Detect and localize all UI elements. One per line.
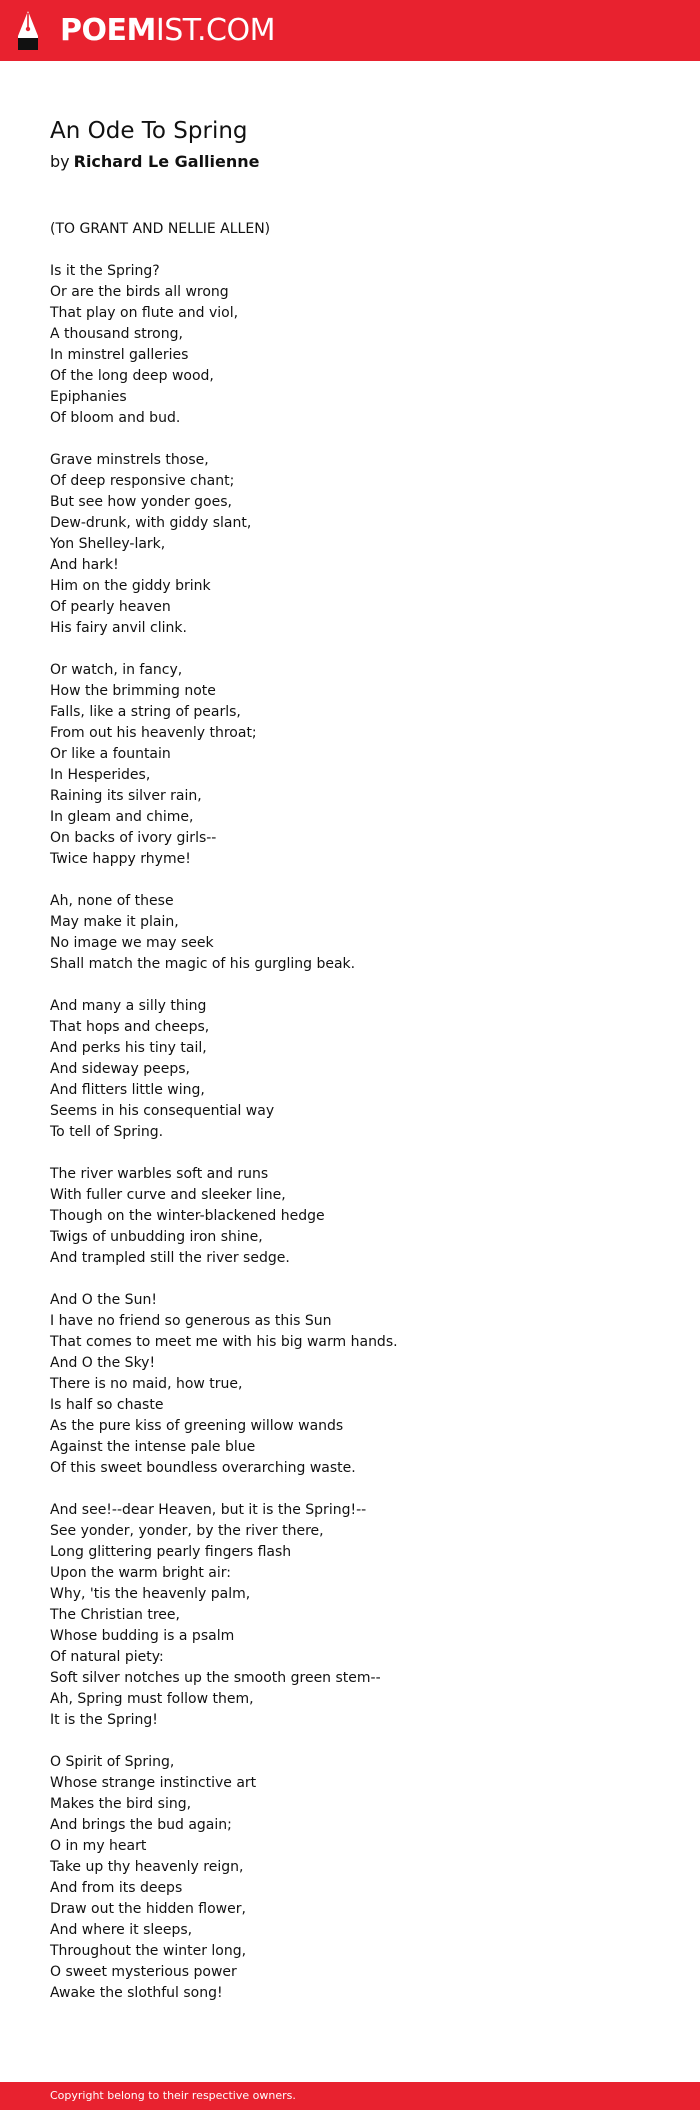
- stanza-break: [50, 1479, 670, 1500]
- poem-line: O Spirit of Spring,: [50, 1754, 175, 1770]
- poem-line: Ah, Spring must follow them,: [50, 1691, 254, 1707]
- poem-line: And perks his tiny tail,: [50, 1040, 207, 1056]
- stanza: [50, 1164, 670, 1269]
- site-logo[interactable]: [14, 8, 275, 53]
- poem-line: That play on flute and viol,: [50, 305, 239, 321]
- stanza-break: [50, 1143, 670, 1164]
- poem-line: Or like a fountain: [50, 746, 171, 762]
- site-logo-text: [60, 12, 275, 48]
- poem-line: Grave minstrels those,: [50, 452, 209, 468]
- poem-heading: [50, 112, 660, 173]
- poem-line: And brings the bud again;: [50, 1817, 232, 1833]
- stanza: [50, 450, 670, 639]
- stanza-break: [50, 429, 670, 450]
- poem-line: On backs of ivory girls--: [50, 830, 217, 846]
- pen-nib-icon: [14, 10, 42, 52]
- poem-body: [50, 219, 670, 2004]
- author-name[interactable]: Richard Le Gallienne: [73, 152, 260, 171]
- poem-line: Raining its silver rain,: [50, 788, 202, 804]
- stanza: [50, 1752, 670, 2004]
- poem-line: Him on the giddy brink: [50, 578, 211, 594]
- poem-line: Is half so chaste: [50, 1397, 164, 1413]
- stanza-break: [50, 1269, 670, 1290]
- poem-line: Whose budding is a psalm: [50, 1628, 235, 1644]
- poem-line: Dew-drunk, with giddy slant,: [50, 515, 252, 531]
- poem-line: May make it plain,: [50, 914, 179, 930]
- stanza: [50, 996, 670, 1143]
- poem-line: See yonder, yonder, by the river there,: [50, 1523, 324, 1539]
- poem-line: And from its deeps: [50, 1880, 183, 1896]
- poem-line: Yon Shelley-lark,: [50, 536, 166, 552]
- poem-line: A thousand strong,: [50, 326, 183, 342]
- poem-line: Of this sweet boundless overarching waste.: [50, 1460, 356, 1476]
- poem-line: Upon the warm bright air:: [50, 1565, 232, 1581]
- site-header: [0, 0, 700, 61]
- poem-line: As the pure kiss of greening willow wands: [50, 1418, 344, 1434]
- poem-line: Or are the birds all wrong: [50, 284, 229, 300]
- poem-line: With fuller curve and sleeker line,: [50, 1187, 286, 1203]
- poem-line: Epiphanies: [50, 389, 127, 405]
- poem-line: Ah, none of these: [50, 893, 174, 909]
- poem-line: Though on the winter-blackened hedge: [50, 1208, 325, 1224]
- poem-line: I have no friend so generous as this Sun: [50, 1313, 332, 1329]
- stanza: [50, 261, 670, 429]
- poem-line: Take up thy heavenly reign,: [50, 1859, 244, 1875]
- poem-line: And hark!: [50, 557, 119, 573]
- poem-line: Or watch, in fancy,: [50, 662, 183, 678]
- poem-line: And flitters little wing,: [50, 1082, 205, 1098]
- poem-line: And trampled still the river sedge.: [50, 1250, 290, 1266]
- poem-line: His fairy anvil clink.: [50, 620, 187, 636]
- site-footer: [0, 2082, 700, 2110]
- poem-line: Is it the Spring?: [50, 263, 160, 279]
- poem-line: There is no maid, how true,: [50, 1376, 243, 1392]
- logo-text-light: IST.COM: [155, 12, 275, 48]
- stanza: [50, 219, 670, 240]
- poem-line: That comes to meet me with his big warm hands.: [50, 1334, 398, 1350]
- poem-line: Awake the slothful song!: [50, 1985, 223, 2001]
- poem-line: From out his heavenly throat;: [50, 725, 257, 741]
- poem-line: Against the intense pale blue: [50, 1439, 256, 1455]
- copyright-text: Copyright belong to their respective owners.: [50, 2089, 296, 2102]
- poem-line: Seems in his consequential way: [50, 1103, 275, 1119]
- poem-line: Shall match the magic of his gurgling beak.: [50, 956, 356, 972]
- poem-line: The river warbles soft and runs: [50, 1166, 269, 1182]
- poem-line: Long glittering pearly fingers flash: [50, 1544, 292, 1560]
- poem-line: Twigs of unbudding iron shine,: [50, 1229, 263, 1245]
- poem-line: And many a silly thing: [50, 998, 207, 1014]
- poem-line: The Christian tree,: [50, 1607, 180, 1623]
- stanza-break: [50, 975, 670, 996]
- poem-line: In Hesperides,: [50, 767, 151, 783]
- poem-line: That hops and cheeps,: [50, 1019, 210, 1035]
- by-label: by: [50, 152, 70, 171]
- poem-line: How the brimming note: [50, 683, 216, 699]
- stanza-break: [50, 240, 670, 261]
- poem-line: O sweet mysterious power: [50, 1964, 237, 1980]
- poem-line: Falls, like a string of pearls,: [50, 704, 241, 720]
- stanza: [50, 891, 670, 975]
- poem-line: Whose strange instinctive art: [50, 1775, 257, 1791]
- stanza: [50, 660, 670, 870]
- poem-line: Of natural piety:: [50, 1649, 164, 1665]
- poem-line: (TO GRANT AND NELLIE ALLEN): [50, 221, 271, 237]
- poem-line: Twice happy rhyme!: [50, 851, 191, 867]
- poem-line: Draw out the hidden flower,: [50, 1901, 246, 1917]
- poem-line: And sideway peeps,: [50, 1061, 190, 1077]
- poem-line: Soft silver notches up the smooth green stem--: [50, 1670, 381, 1686]
- poem-line: Of bloom and bud.: [50, 410, 181, 426]
- poem-line: In gleam and chime,: [50, 809, 194, 825]
- byline: [50, 150, 660, 173]
- poem-line: No image we may seek: [50, 935, 214, 951]
- poem-title: An Ode To Spring: [50, 118, 248, 144]
- poem-line: And O the Sky!: [50, 1355, 156, 1371]
- stanza-break: [50, 639, 670, 660]
- stanza: [50, 1290, 670, 1479]
- poem-line: And see!--dear Heaven, but it is the Spring!--: [50, 1502, 367, 1518]
- poem-line: Throughout the winter long,: [50, 1943, 247, 1959]
- poem-line: It is the Spring!: [50, 1712, 158, 1728]
- poem-line: Of the long deep wood,: [50, 368, 214, 384]
- poem-line: Of pearly heaven: [50, 599, 171, 615]
- poem-line: Of deep responsive chant;: [50, 473, 235, 489]
- poem-line: To tell of Spring.: [50, 1124, 164, 1140]
- logo-text-bold: POEM: [60, 12, 156, 48]
- stanza-break: [50, 870, 670, 891]
- stanza: [50, 1500, 670, 1731]
- poem-line: But see how yonder goes,: [50, 494, 232, 510]
- poem-line: In minstrel galleries: [50, 347, 189, 363]
- poem-line: And O the Sun!: [50, 1292, 157, 1308]
- poem-line: O in my heart: [50, 1838, 147, 1854]
- poem-line: Why, 'tis the heavenly palm,: [50, 1586, 251, 1602]
- poem-line: And where it sleeps,: [50, 1922, 193, 1938]
- stanza-break: [50, 1731, 670, 1752]
- poem-line: Makes the bird sing,: [50, 1796, 192, 1812]
